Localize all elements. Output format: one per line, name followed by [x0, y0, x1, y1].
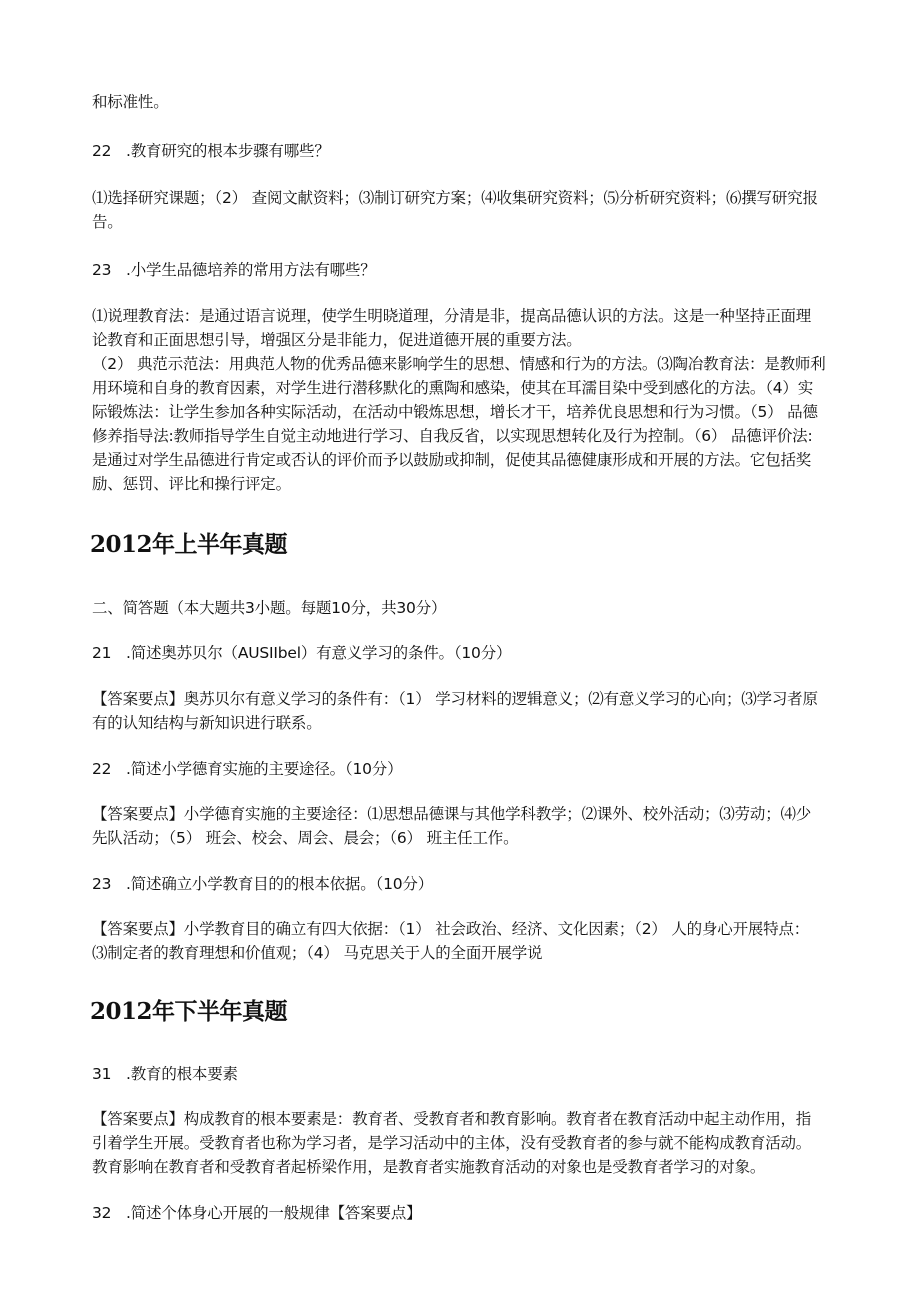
question-23-moral-methods	[92, 258, 837, 282]
section-subheading-short-answer: 二、简答题（本大题共3小题。每题10分，共30分）	[92, 599, 447, 617]
answer-21-line-1: 【答案要点】奥苏贝尔有意义学习的条件有：（1） 学习材料的逻辑意义；⑵有意义学习的心向；⑶学习者原	[92, 690, 818, 708]
answer-31-line-3: 教育影响在教育者和受教育者起桥梁作用，是教育者实施教育活动的对象也是受教育者学习的对象。	[92, 1158, 766, 1176]
answer-23-line-5: 际锻炼法：让学生参加各种实际活动，在活动中锻炼思想，增长才干，培养优良思想和行为习惯。（5） 品德	[92, 403, 818, 421]
question-31-education-elements	[92, 1062, 837, 1086]
question-text: .教育研究的根本步骤有哪些？	[126, 142, 330, 160]
question-21-ausubel	[92, 641, 837, 665]
answer-23-line-1: ⑴说理教育法：是通过语言说理，使学生明晓道理，分清是非，提高品德认识的方法。这是一种坚持正面理	[92, 307, 812, 325]
answer-21-line-2: 有的认知结构与新知识进行联系。	[92, 714, 322, 732]
question-22-research-steps	[92, 139, 837, 163]
answer-23-line-2: 论教育和正面思想引导，增强区分是非能力，促进道德开展的重要方法。	[92, 331, 582, 349]
answer-23b-line-1: 【答案要点】小学教育目的确立有四大依据：（1） 社会政治、经济、文化因素；（2） 人的身心开展特点：	[92, 920, 810, 938]
question-22-moral-education	[92, 757, 837, 781]
answer-22-line-1: 【答案要点】小学德育实施的主要途径：⑴思想品德课与其他学科教学；⑵课外、校外活动；⑶劳动；⑷少	[92, 805, 812, 823]
section-heading-2012-second-half: 2012年下半年真题	[90, 998, 288, 1025]
section-heading-2012-first-half: 2012年上半年真题	[90, 531, 288, 558]
answer-23b-line-2: ⑶制定者的教育理想和价值观；（4） 马克思关于人的全面开展学说	[92, 944, 543, 962]
question-text: .简述小学德育实施的主要途径。（10分）	[126, 760, 403, 778]
question-number: 22	[92, 760, 112, 778]
question-32-development-laws	[92, 1201, 837, 1225]
answer-23-line-8: 励、惩罚、评比和操行评定。	[92, 475, 291, 493]
answer-31-line-1: 【答案要点】构成教育的根本要素是：教育者、受教育者和教育影响。教育者在教育活动中起主动作用，指	[92, 1110, 812, 1128]
question-text: .简述奥苏贝尔（AUSIIbel）有意义学习的条件。（10分）	[126, 644, 512, 662]
answer-31-line-2: 引着学生开展。受教育者也称为学习者，是学习活动中的主体，没有受教育者的参与就不能构成教育活动。	[92, 1134, 812, 1152]
question-number: 23	[92, 261, 112, 279]
answer-23-line-7: 是通过对学生品德进行肯定或否认的评价而予以鼓励或抑制，促使其品德健康形成和开展的方法。它包括奖	[92, 451, 812, 469]
question-text: .简述个体身心开展的一般规律【答案要点】	[126, 1204, 422, 1222]
question-23-education-aims	[92, 872, 837, 896]
answer-23-line-4: 用环境和自身的教育因素，对学生进行潜移默化的熏陶和感染，使其在耳濡目染中受到感化的方法。（4）实	[92, 379, 814, 397]
question-number: 22	[92, 142, 112, 160]
question-number: 21	[92, 644, 112, 662]
question-text: .简述确立小学教育目的的根本依据。（10分）	[126, 875, 434, 893]
answer-22-research-steps: ⑴选择研究课题；（2） 查阅文献资料；⑶制订研究方案；⑷收集研究资料；⑸分析研究资料；⑹撰写研究报告。	[92, 189, 818, 231]
answer-22-line-2: 先队活动；（5） 班会、校会、周会、晨会；（6） 班主任工作。	[92, 829, 519, 847]
question-number: 31	[92, 1065, 112, 1083]
question-text: .教育的根本要素	[126, 1065, 238, 1083]
question-text: .小学生品德培养的常用方法有哪些？	[126, 261, 376, 279]
question-number: 23	[92, 875, 112, 893]
question-number: 32	[92, 1204, 112, 1222]
answer-23-line-6: 修养指导法:教师指导学生自觉主动地进行学习、自我反省，以实现思想转化及行为控制。（6） 品德评价法:	[92, 427, 813, 445]
paragraph-continuation: 和标准性。	[92, 93, 169, 111]
answer-23-line-3: （2） 典范示范法：用典范人物的优秀品德来影响学生的思想、情感和行为的方法。⑶陶冶教育法：是教师利	[92, 355, 826, 373]
